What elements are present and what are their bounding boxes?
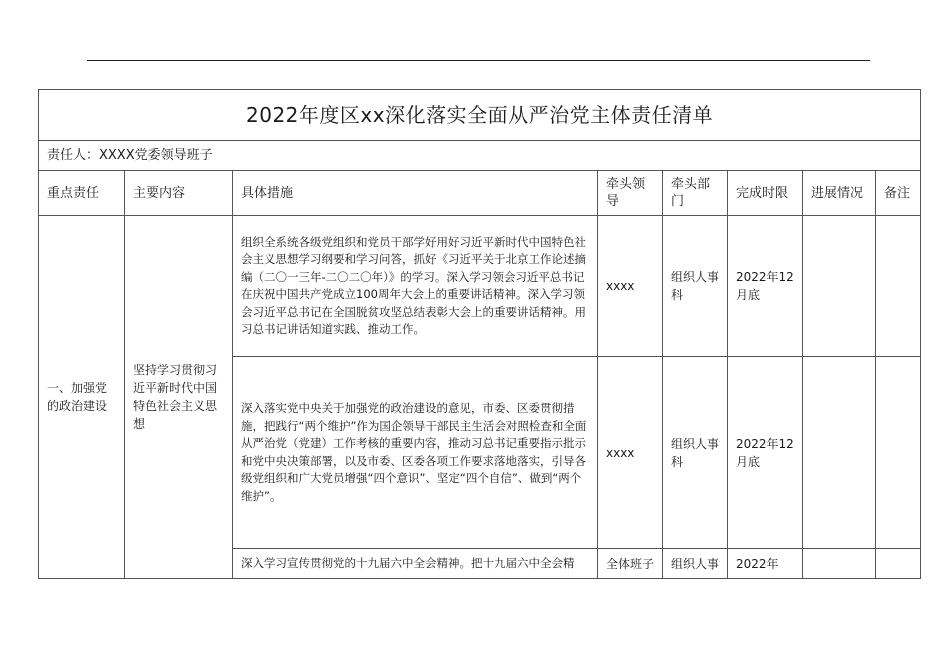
deadline-cell: 2022年12月底 (728, 216, 803, 357)
lead-department-cell: 组织人事科 (663, 216, 728, 357)
header-rule (87, 60, 870, 61)
progress-cell (803, 549, 876, 579)
responsible-party: 责任人：XXXX党委领导班子 (39, 141, 921, 171)
table-row (39, 216, 921, 357)
measures-cell: 深入学习宣传贯彻党的十九届六中全会精神。把十九届六中全会精 (233, 549, 598, 579)
col-header-deadline: 完成时限 (728, 171, 803, 216)
remarks-cell (876, 216, 921, 357)
deadline-cell: 2022年 (728, 549, 803, 579)
remarks-cell (876, 357, 921, 549)
col-header-progress: 进展情况 (803, 171, 876, 216)
lead-leader-cell: xxxx (598, 357, 663, 549)
main-content-cell: 坚持学习贯彻习近平新时代中国特色社会主义思想 (125, 216, 233, 579)
col-header-remarks: 备注 (876, 171, 921, 216)
responsibility-table (38, 89, 921, 579)
document-title: 2022年度区xx深化落实全面从严治党主体责任清单 (39, 90, 921, 141)
deadline-cell: 2022年12月底 (728, 357, 803, 549)
table-header-row (39, 171, 921, 216)
key-responsibility-cell: 一、加强党的政治建设 (39, 216, 125, 579)
progress-cell (803, 357, 876, 549)
col-header-key-responsibility: 重点责任 (39, 171, 125, 216)
measures-cell: 组织全系统各级党组织和党员干部学好用好习近平新时代中国特色社会主义思想学习纲要和学习问答，抓好《习近平关于北京工作论述摘编（二〇一三年-二〇二〇年）》的学习。深入学习领会习近平总书记在庆祝中国共产党成立100周年大会上的重要讲话精神。深入学习领会习近平总书记在全国脱贫攻坚总结表彰大会上的重要讲话精神。用习总书记讲话知道实践、推动工作。 (233, 216, 598, 357)
col-header-measures: 具体措施 (233, 171, 598, 216)
col-header-lead-leader: 牵头领导 (598, 171, 663, 216)
col-header-lead-department: 牵头部门 (663, 171, 728, 216)
measures-cell: 深入落实党中央关于加强党的政治建设的意见，市委、区委贯彻措施，把践行“两个维护”作为国企领导干部民主生活会对照检查和全面从严治党（党建）工作考核的重要内容，推动习总书记重要指示批示和党中央决策部署，以及市委、区委各项工作要求落地落实，引导各级党组织和广大党员增强“四个意识”、坚定“四个自信”、做到“两个维护”。 (233, 357, 598, 549)
lead-department-cell: 组织人事 (663, 549, 728, 579)
remarks-cell (876, 549, 921, 579)
lead-leader-cell: 全体班子 (598, 549, 663, 579)
lead-leader-cell: xxxx (598, 216, 663, 357)
lead-department-cell: 组织人事科 (663, 357, 728, 549)
progress-cell (803, 216, 876, 357)
col-header-main-content: 主要内容 (125, 171, 233, 216)
